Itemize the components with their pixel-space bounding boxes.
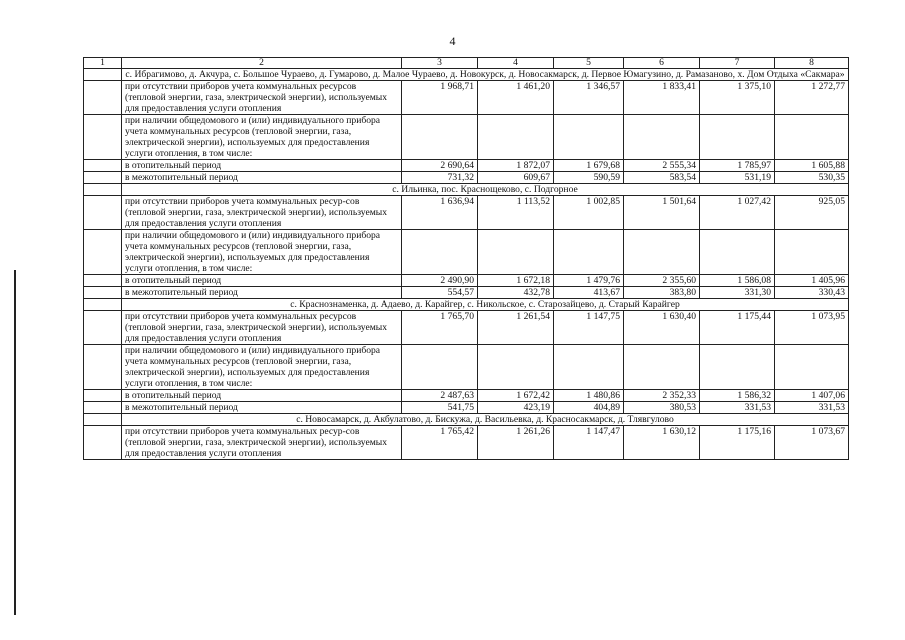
table-row bbox=[84, 115, 849, 160]
row-description: в межотопительный период bbox=[122, 287, 402, 299]
scan-edge-line bbox=[14, 270, 16, 615]
table-row bbox=[84, 172, 849, 184]
table-body bbox=[84, 58, 849, 460]
row-description: при наличии общедомового и (или) индивидуального прибора учета коммунальных ресурсов (тепловой энергии, газа, электрической энергии), используемых для предоставления услуги отопления, в том числе: bbox=[122, 115, 402, 160]
table-row bbox=[84, 345, 849, 390]
group-title: с. Ибрагимово, д. Акчура, с. Большое Чураево, д. Гумарово, д. Малое Чураево, д. Новокурск, д. Новосакмарск, д. Первое Юмагузино, д. Рамазаново, х. Дом Отдыха «Сакмара» bbox=[122, 69, 849, 81]
value-cell-col7: 1 027,42 bbox=[700, 196, 775, 230]
value-cell-col3: 1 765,70 bbox=[402, 311, 478, 345]
value-cell-col3: 1 636,94 bbox=[402, 196, 478, 230]
value-cell-col8: 530,35 bbox=[775, 172, 849, 184]
page-number: 4 bbox=[449, 34, 456, 48]
value-cell-col5: 1 147,47 bbox=[554, 426, 624, 460]
value-cell-col7: 1 785,97 bbox=[700, 160, 775, 172]
table-row bbox=[84, 196, 849, 230]
value-cell-col3 bbox=[402, 115, 478, 160]
group-title: с. Ильинка, пос. Краснощеково, с. Подгорное bbox=[122, 184, 849, 196]
value-cell-col5: 1 147,75 bbox=[554, 311, 624, 345]
value-cell-col6: 2 555,34 bbox=[624, 160, 700, 172]
col-header-8: 8 bbox=[775, 58, 849, 69]
value-cell-col4: 1 461,20 bbox=[478, 81, 554, 115]
value-cell-col3: 1 968,71 bbox=[402, 81, 478, 115]
value-cell-col4: 1 113,52 bbox=[478, 196, 554, 230]
value-cell-col7: 1 175,16 bbox=[700, 426, 775, 460]
table-row bbox=[84, 311, 849, 345]
table-row bbox=[84, 402, 849, 414]
value-cell-col6 bbox=[624, 230, 700, 275]
table-row bbox=[84, 390, 849, 402]
table-row bbox=[84, 287, 849, 299]
value-cell-col7: 1 375,10 bbox=[700, 81, 775, 115]
row-number-cell bbox=[84, 230, 122, 275]
value-cell-col4: 1 872,07 bbox=[478, 160, 554, 172]
row-number-cell bbox=[84, 345, 122, 390]
value-cell-col8 bbox=[775, 345, 849, 390]
value-cell-col4: 1 672,18 bbox=[478, 275, 554, 287]
group-spacer-cell bbox=[84, 69, 122, 81]
group-title: с. Новосамарск, д. Акбулатово, д. Бискужа, д. Васильевка, д. Красносакмарск, д. Тлявгулово bbox=[122, 414, 849, 426]
value-cell-col4: 609,67 bbox=[478, 172, 554, 184]
value-cell-col7 bbox=[700, 230, 775, 275]
value-cell-col8: 331,53 bbox=[775, 402, 849, 414]
value-cell-col3: 2 690,64 bbox=[402, 160, 478, 172]
value-cell-col8: 1 073,95 bbox=[775, 311, 849, 345]
value-cell-col5 bbox=[554, 230, 624, 275]
value-cell-col4 bbox=[478, 345, 554, 390]
row-description: при отсутствии приборов учета коммунальных ресурсов (тепловой энергии, газа, электрической энергии), используемых для предоставления услуги отопления bbox=[122, 81, 402, 115]
table-row bbox=[84, 160, 849, 172]
col-header-2: 2 bbox=[122, 58, 402, 69]
value-cell-col5 bbox=[554, 345, 624, 390]
value-cell-col6: 1 833,41 bbox=[624, 81, 700, 115]
value-cell-col7: 1 586,32 bbox=[700, 390, 775, 402]
row-description: в межотопительный период bbox=[122, 402, 402, 414]
col-header-4: 4 bbox=[478, 58, 554, 69]
value-cell-col6: 2 355,60 bbox=[624, 275, 700, 287]
tariff-table bbox=[83, 57, 849, 460]
value-cell-col5: 1 346,57 bbox=[554, 81, 624, 115]
group-spacer-cell bbox=[84, 299, 122, 311]
value-cell-col7: 331,53 bbox=[700, 402, 775, 414]
row-description: при отсутствии приборов учета коммунальных ресур-сов (тепловой энергии, газа, электрической энергии), используемых для предоставления услуги отопления bbox=[122, 196, 402, 230]
value-cell-col6: 1 501,64 bbox=[624, 196, 700, 230]
value-cell-col4: 1 672,42 bbox=[478, 390, 554, 402]
value-cell-col4: 432,78 bbox=[478, 287, 554, 299]
row-number-cell bbox=[84, 115, 122, 160]
value-cell-col7: 1 175,44 bbox=[700, 311, 775, 345]
value-cell-col7: 1 586,08 bbox=[700, 275, 775, 287]
row-number-cell bbox=[84, 390, 122, 402]
value-cell-col6: 583,54 bbox=[624, 172, 700, 184]
value-cell-col7: 331,30 bbox=[700, 287, 775, 299]
value-cell-col3: 554,57 bbox=[402, 287, 478, 299]
value-cell-col3: 1 765,42 bbox=[402, 426, 478, 460]
row-number-cell bbox=[84, 160, 122, 172]
group-row bbox=[84, 299, 849, 311]
row-number-cell bbox=[84, 172, 122, 184]
table-row bbox=[84, 81, 849, 115]
value-cell-col5: 413,67 bbox=[554, 287, 624, 299]
value-cell-col5: 1 002,85 bbox=[554, 196, 624, 230]
value-cell-col7 bbox=[700, 345, 775, 390]
value-cell-col8: 1 605,88 bbox=[775, 160, 849, 172]
group-row bbox=[84, 184, 849, 196]
value-cell-col3: 731,32 bbox=[402, 172, 478, 184]
col-header-3: 3 bbox=[402, 58, 478, 69]
value-cell-col4 bbox=[478, 230, 554, 275]
value-cell-col4: 1 261,26 bbox=[478, 426, 554, 460]
table-row bbox=[84, 426, 849, 460]
group-spacer-cell bbox=[84, 414, 122, 426]
value-cell-col6: 2 352,33 bbox=[624, 390, 700, 402]
row-number-cell bbox=[84, 81, 122, 115]
col-header-5: 5 bbox=[554, 58, 624, 69]
value-cell-col7: 531,19 bbox=[700, 172, 775, 184]
row-number-cell bbox=[84, 287, 122, 299]
value-cell-col6 bbox=[624, 115, 700, 160]
row-description: в отопительный период bbox=[122, 160, 402, 172]
value-cell-col8: 330,43 bbox=[775, 287, 849, 299]
table-row bbox=[84, 275, 849, 287]
col-header-7: 7 bbox=[700, 58, 775, 69]
value-cell-col3 bbox=[402, 345, 478, 390]
group-row bbox=[84, 69, 849, 81]
value-cell-col8: 1 405,96 bbox=[775, 275, 849, 287]
row-number-cell bbox=[84, 275, 122, 287]
col-header-1: 1 bbox=[84, 58, 122, 69]
row-description: при наличии общедомового и (или) индивидуального прибора учета коммунальных ресурсов (тепловой энергии, газа, электрической энергии), используемых для предоставления услуги отопления, в том числе: bbox=[122, 230, 402, 275]
value-cell-col8: 1 407,06 bbox=[775, 390, 849, 402]
row-number-cell bbox=[84, 311, 122, 345]
value-cell-col5: 404,89 bbox=[554, 402, 624, 414]
group-row bbox=[84, 414, 849, 426]
value-cell-col8 bbox=[775, 115, 849, 160]
value-cell-col6: 1 630,12 bbox=[624, 426, 700, 460]
value-cell-col3: 2 487,63 bbox=[402, 390, 478, 402]
row-description: в отопительный период bbox=[122, 390, 402, 402]
value-cell-col6: 1 630,40 bbox=[624, 311, 700, 345]
value-cell-col6 bbox=[624, 345, 700, 390]
value-cell-col8: 1 073,67 bbox=[775, 426, 849, 460]
value-cell-col4 bbox=[478, 115, 554, 160]
table-row bbox=[84, 230, 849, 275]
col-header-6: 6 bbox=[624, 58, 700, 69]
value-cell-col5: 1 480,86 bbox=[554, 390, 624, 402]
group-title: с. Краснознаменка, д. Адаево, д. Карайгер, с. Никольское, с. Старозайцево, д. Старый Карайгер bbox=[122, 299, 849, 311]
value-cell-col4: 423,19 bbox=[478, 402, 554, 414]
value-cell-col5 bbox=[554, 115, 624, 160]
value-cell-col5: 590,59 bbox=[554, 172, 624, 184]
row-description: в отопительный период bbox=[122, 275, 402, 287]
header-row bbox=[84, 58, 849, 69]
value-cell-col3: 541,75 bbox=[402, 402, 478, 414]
row-number-cell bbox=[84, 196, 122, 230]
value-cell-col6: 383,80 bbox=[624, 287, 700, 299]
value-cell-col5: 1 679,68 bbox=[554, 160, 624, 172]
group-spacer-cell bbox=[84, 184, 122, 196]
row-description: в межотопительный период bbox=[122, 172, 402, 184]
row-description: при наличии общедомового и (или) индивидуального прибора учета коммунальных ресурсов (тепловой энергии, газа, электрической энергии), используемых для предоставления услуги отопления, в том числе: bbox=[122, 345, 402, 390]
value-cell-col6: 380,53 bbox=[624, 402, 700, 414]
value-cell-col8: 1 272,77 bbox=[775, 81, 849, 115]
value-cell-col5: 1 479,76 bbox=[554, 275, 624, 287]
row-number-cell bbox=[84, 426, 122, 460]
value-cell-col7 bbox=[700, 115, 775, 160]
value-cell-col3: 2 490,90 bbox=[402, 275, 478, 287]
value-cell-col4: 1 261,54 bbox=[478, 311, 554, 345]
value-cell-col8: 925,05 bbox=[775, 196, 849, 230]
value-cell-col8 bbox=[775, 230, 849, 275]
value-cell-col3 bbox=[402, 230, 478, 275]
row-description: при отсутствии приборов учета коммунальных ресур-сов (тепловой энергии, газа, электрической энергии), используемых для предоставления услуги отопления bbox=[122, 426, 402, 460]
row-description: при отсутствии приборов учета коммунальных ресурсов (тепловой энергии, газа, электрической энергии), используемых для предоставления услуги отопления bbox=[122, 311, 402, 345]
row-number-cell bbox=[84, 402, 122, 414]
